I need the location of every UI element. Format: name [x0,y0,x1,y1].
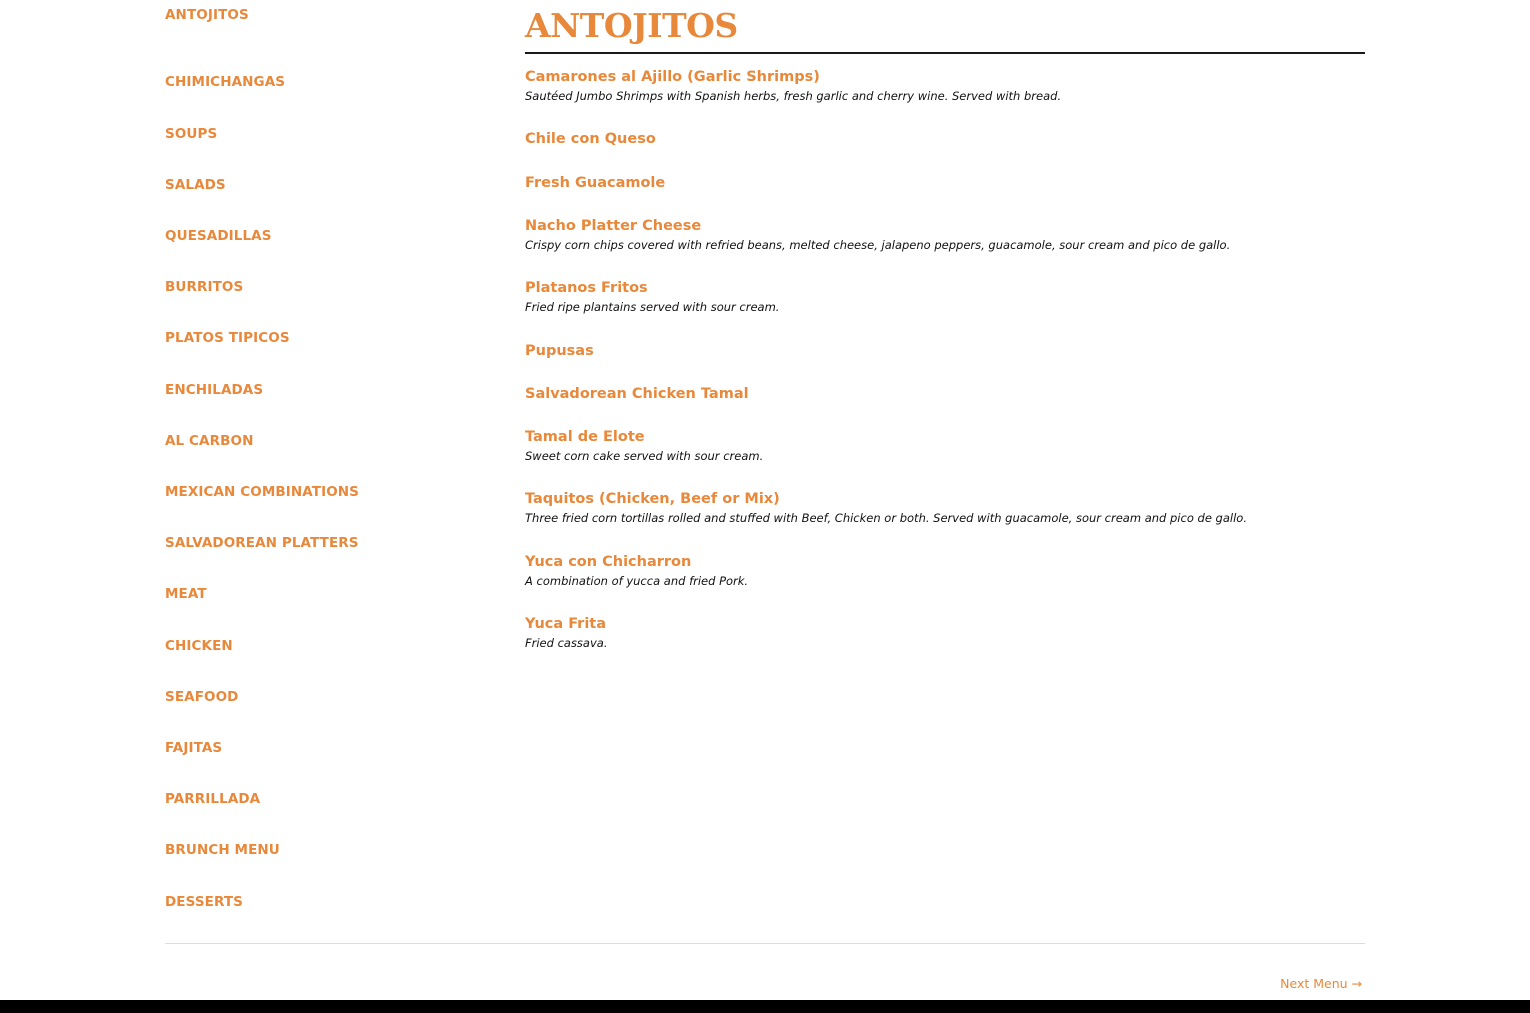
menu-item-description: Sautéed Jumbo Shrimps with Spanish herbs, fresh garlic and cherry wine. Served with bread. [525,89,1062,103]
menu-item-name: Yuca Frita [525,616,607,632]
menu-item-description: A combination of yucca and fried Pork. [525,574,749,588]
menu-item [525,427,1365,465]
sidebar-item-seafood[interactable]: SEAFOOD [165,689,239,705]
menu-item-description: Fried cassava. [525,636,608,650]
sidebar-item-chicken[interactable]: CHICKEN [165,638,233,654]
sidebar-item-enchiladas[interactable]: ENCHILADAS [165,382,264,398]
menu-item [525,552,1365,590]
sidebar-item-parrillada[interactable]: PARRILLADA [165,791,261,807]
sidebar-item-chimichangas[interactable]: CHIMICHANGAS [165,74,286,90]
sidebar-item-salvadorean-platters[interactable]: SALVADOREAN PLATTERS [165,535,359,551]
menu-item-name: Camarones al Ajillo (Garlic Shrimps) [525,69,820,85]
menu-item [525,67,1365,105]
menu-item [525,129,1365,149]
menu-item [525,384,1365,404]
menu-item-name: Salvadorean Chicken Tamal [525,386,749,402]
sidebar-item-brunch-menu[interactable]: BRUNCH MENU [165,842,280,858]
sidebar-item-antojitos[interactable]: ANTOJITOS [165,7,249,23]
section-title: ANTOJITOS [525,6,738,45]
menu-item-description: Crispy corn chips covered with refried beans, melted cheese, jalapeno peppers, guacamole, sour cream and pico de gallo. [525,238,1231,252]
menu-item-description: Three fried corn tortillas rolled and stuffed with Beef, Chicken or both. Served with guacamole, sour cream and pico de gallo. [525,511,1247,525]
title-divider [525,52,1365,54]
menu-item [525,489,1365,527]
sidebar-item-platos-tipicos[interactable]: PLATOS TIPICOS [165,330,290,346]
sidebar-item-mexican-combinations[interactable]: MEXICAN COMBINATIONS [165,484,359,500]
sidebar-item-salads[interactable]: SALADS [165,177,226,193]
menu-item [525,216,1365,254]
menu-item-description: Fried ripe plantains served with sour cream. [525,300,780,314]
menu-item [525,173,1365,193]
menu-item-name: Platanos Fritos [525,280,648,296]
sidebar-item-fajitas[interactable]: FAJITAS [165,740,223,756]
menu-item-description: Sweet corn cake served with sour cream. [525,449,764,463]
menu-item [525,278,1365,316]
sidebar-item-desserts[interactable]: DESSERTS [165,894,244,910]
sidebar-item-burritos[interactable]: BURRITOS [165,279,244,295]
menu-item-name: Yuca con Chicharron [525,554,692,570]
footer-divider [165,943,1365,944]
menu-item-name: Pupusas [525,343,594,359]
sidebar-item-quesadillas[interactable]: QUESADILLAS [165,228,272,244]
menu-item-name: Fresh Guacamole [525,175,666,191]
menu-item-name: Nacho Platter Cheese [525,218,702,234]
bottom-bar [0,1000,1530,1013]
menu-item [525,614,1365,652]
sidebar-item-soups[interactable]: SOUPS [165,126,218,142]
menu-item [525,341,1365,361]
sidebar-item-meat[interactable]: MEAT [165,586,207,602]
menu-item-name: Tamal de Elote [525,429,645,445]
sidebar-item-al-carbon[interactable]: AL CARBON [165,433,254,449]
menu-item-name: Taquitos (Chicken, Beef or Mix) [525,491,780,507]
menu-item-name: Chile con Queso [525,131,656,147]
next-menu-link[interactable]: Next Menu → [1280,976,1362,991]
